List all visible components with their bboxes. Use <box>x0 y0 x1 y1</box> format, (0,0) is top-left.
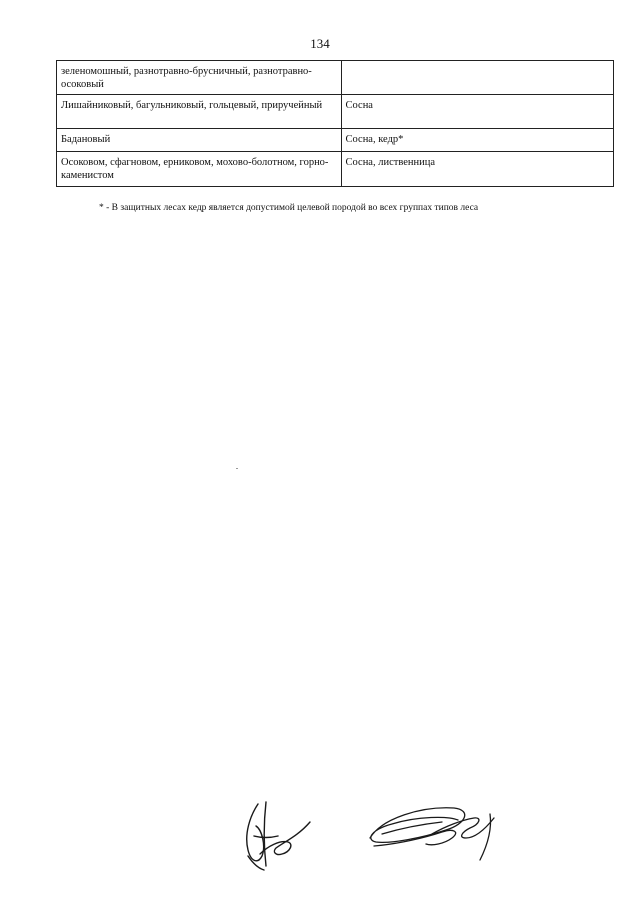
forest-type-cell: Бадановый <box>57 129 342 152</box>
forest-type-cell: зеленомошный, разнотравно-брусничный, разнотравно-осоковый <box>57 61 342 95</box>
forest-type-table <box>56 60 614 187</box>
scan-speck <box>236 468 238 469</box>
table-row <box>57 129 614 152</box>
footnote: * - В защитных лесах кедр является допустимой целевой породой во всех группах типов леса <box>99 203 479 213</box>
species-cell: Сосна, лиственница <box>341 152 613 187</box>
table-row <box>57 152 614 187</box>
handwritten-signature-icon <box>236 796 322 874</box>
species-cell <box>341 61 613 95</box>
species-cell: Сосна, кедр* <box>341 129 613 152</box>
page-number: 134 <box>310 36 330 51</box>
forest-type-cell: Осоковом, сфагновом, ерниковом, мохово-болотном, горно-каменистом <box>57 152 342 187</box>
handwritten-signature-icon <box>362 798 510 868</box>
table-row <box>57 61 614 95</box>
species-cell: Сосна <box>341 95 613 129</box>
forest-type-cell: Лишайниковый, багульниковый, гольцевый, приручейный <box>57 95 342 129</box>
table-row <box>57 95 614 129</box>
